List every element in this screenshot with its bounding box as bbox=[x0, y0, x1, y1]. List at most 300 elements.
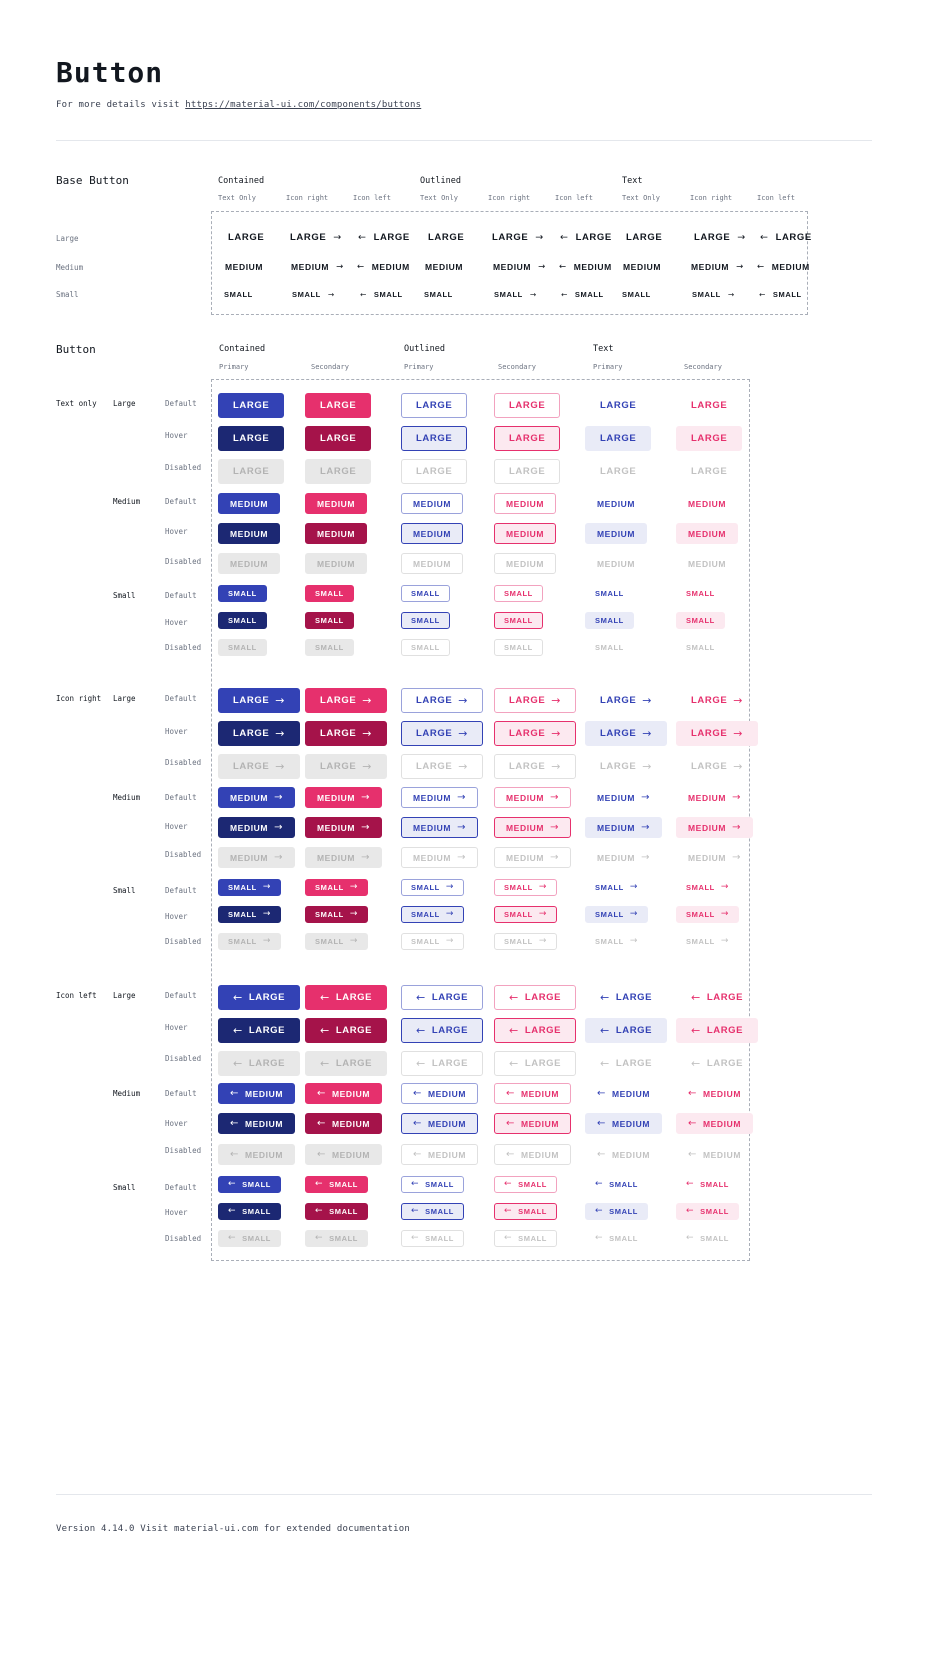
state-label-3: Disabled bbox=[165, 463, 202, 472]
docs-link[interactable]: https://material-ui.com/components/buttons bbox=[185, 100, 422, 110]
btn-ir-outlined-primary-small-hover[interactable] bbox=[401, 906, 464, 923]
btn-il-outlined-secondary-large-default[interactable] bbox=[494, 985, 576, 1010]
arrow-left-icon: ← bbox=[230, 1087, 239, 1099]
label: SMALL bbox=[692, 290, 721, 299]
btn-text-primary-small-disabled bbox=[585, 639, 634, 656]
btn-il-outlined-primary-large-default[interactable] bbox=[401, 985, 483, 1010]
btn-il-outlined-secondary-medium-disabled bbox=[494, 1144, 571, 1165]
btn-ir-contained-primary-medium-default[interactable] bbox=[218, 787, 295, 808]
btn-ir-contained-secondary-small-hover[interactable] bbox=[305, 906, 368, 923]
btn-il-contained-primary-small-hover[interactable] bbox=[218, 1203, 281, 1220]
base-text-large-iconleft[interactable] bbox=[760, 232, 812, 243]
arrow-right-icon: → bbox=[349, 882, 358, 892]
base-outlined-small-text[interactable] bbox=[424, 290, 453, 299]
label: SMALL bbox=[224, 290, 253, 299]
arrow-left-icon: ← bbox=[411, 1179, 420, 1189]
label: LARGE bbox=[615, 1025, 653, 1036]
arrow-left-icon: ← bbox=[320, 991, 330, 1004]
btn-text-primary-large-disabled bbox=[585, 459, 651, 484]
label: SMALL bbox=[425, 1207, 454, 1216]
label: SMALL bbox=[700, 1207, 729, 1216]
base-outlined-large-iconright[interactable] bbox=[492, 232, 544, 243]
base-outlined-medium-iconright[interactable] bbox=[493, 262, 546, 272]
btn-contained-secondary-large-default[interactable] bbox=[305, 393, 371, 418]
base-text-small-iconright[interactable] bbox=[692, 290, 735, 299]
btn-ir-contained-secondary-small-disabled bbox=[305, 933, 368, 950]
base-outlined-small-iconleft[interactable] bbox=[561, 290, 604, 299]
arrow-left-icon: ← bbox=[600, 1024, 610, 1037]
state-label-23: Hover bbox=[165, 1119, 188, 1128]
label: SMALL bbox=[315, 937, 344, 946]
arrow-right-icon: → bbox=[445, 909, 454, 919]
base-text-medium-text[interactable] bbox=[623, 262, 661, 272]
base-contained-medium-text[interactable] bbox=[225, 262, 263, 272]
btn-ir-text-primary-medium-default[interactable] bbox=[585, 787, 662, 808]
btn-il-text-primary-medium-hover[interactable] bbox=[585, 1113, 662, 1134]
arrow-right-icon: → bbox=[361, 821, 371, 833]
btn-il-outlined-secondary-large-hover[interactable] bbox=[494, 1018, 576, 1043]
arrow-right-icon: → bbox=[732, 821, 742, 833]
base-text-small-iconleft[interactable] bbox=[759, 290, 802, 299]
arrow-left-icon: ← bbox=[686, 1206, 695, 1216]
main-col-contained-secondary: Secondary bbox=[311, 363, 349, 371]
btn-ir-outlined-secondary-large-hover[interactable] bbox=[494, 721, 576, 746]
arrow-right-icon: → bbox=[629, 882, 638, 892]
base-outlined-large-text[interactable] bbox=[428, 232, 464, 243]
btn-text-primary-large-hover[interactable] bbox=[585, 426, 651, 451]
btn-text-secondary-medium-default[interactable] bbox=[676, 493, 738, 514]
base-group-outlined: Outlined bbox=[420, 176, 461, 186]
btn-il-contained-secondary-large-default[interactable] bbox=[305, 985, 387, 1010]
arrow-left-icon: ← bbox=[230, 1117, 239, 1129]
btn-text-primary-medium-hover[interactable] bbox=[585, 523, 647, 544]
arrow-left-icon: ← bbox=[233, 1024, 243, 1037]
page-title: Button bbox=[56, 56, 164, 89]
label: MEDIUM bbox=[520, 1118, 560, 1129]
btn-ir-text-primary-small-hover[interactable] bbox=[585, 906, 648, 923]
size-label-iconright-large: Large bbox=[113, 694, 136, 703]
btn-ir-contained-secondary-small-default[interactable] bbox=[305, 879, 368, 896]
btn-il-outlined-primary-small-hover[interactable] bbox=[401, 1203, 464, 1220]
btn-ir-text-primary-medium-disabled bbox=[585, 847, 662, 868]
btn-ir-text-secondary-small-disabled bbox=[676, 933, 739, 950]
btn-contained-secondary-large-hover[interactable] bbox=[305, 426, 371, 451]
btn-contained-secondary-medium-disabled bbox=[305, 553, 367, 574]
label: SMALL bbox=[595, 643, 624, 652]
state-label-17: Hover bbox=[165, 912, 188, 921]
btn-outlined-secondary-medium-default[interactable] bbox=[494, 493, 556, 514]
size-label-iconright-small: Small bbox=[113, 886, 136, 895]
btn-ir-text-secondary-large-default[interactable] bbox=[676, 688, 758, 713]
arrow-right-icon: → bbox=[732, 791, 742, 803]
btn-contained-primary-large-default[interactable] bbox=[218, 393, 284, 418]
arrow-right-icon: → bbox=[274, 851, 284, 863]
arrow-right-icon: → bbox=[538, 909, 547, 919]
label: LARGE bbox=[492, 232, 529, 243]
base-outlined-medium-text[interactable] bbox=[425, 262, 463, 272]
btn-ir-outlined-primary-small-default[interactable] bbox=[401, 879, 464, 896]
label: LARGE bbox=[706, 1025, 744, 1036]
btn-ir-outlined-secondary-medium-hover[interactable] bbox=[494, 817, 571, 838]
label: SMALL bbox=[373, 290, 403, 299]
label: LARGE bbox=[600, 728, 637, 739]
btn-il-outlined-primary-small-default[interactable] bbox=[401, 1176, 464, 1193]
label: MEDIUM bbox=[244, 1088, 284, 1099]
label: MEDIUM bbox=[597, 852, 636, 863]
base-group-contained: Contained bbox=[218, 176, 265, 186]
base-col-outlined-iconleft: Icon left bbox=[555, 194, 593, 202]
arrow-left-icon: ← bbox=[317, 1148, 326, 1160]
base-outlined-large-iconleft[interactable] bbox=[560, 232, 612, 243]
btn-ir-text-secondary-small-default[interactable] bbox=[676, 879, 739, 896]
btn-il-contained-secondary-large-hover[interactable] bbox=[305, 1018, 387, 1043]
btn-text-secondary-small-default[interactable] bbox=[676, 585, 725, 602]
label: LARGE bbox=[320, 695, 357, 706]
btn-text-secondary-medium-disabled bbox=[676, 553, 738, 574]
label: MEDIUM bbox=[317, 792, 356, 803]
btn-ir-outlined-secondary-large-default[interactable] bbox=[494, 688, 576, 713]
btn-ir-contained-primary-small-hover[interactable] bbox=[218, 906, 281, 923]
arrow-left-icon: ← bbox=[691, 991, 701, 1004]
btn-text-secondary-medium-hover[interactable] bbox=[676, 523, 738, 544]
label: MEDIUM bbox=[244, 1118, 284, 1129]
label: MEDIUM bbox=[506, 792, 545, 803]
label: SMALL bbox=[504, 616, 533, 625]
btn-il-contained-secondary-small-default[interactable] bbox=[305, 1176, 368, 1193]
btn-il-outlined-secondary-medium-hover[interactable] bbox=[494, 1113, 571, 1134]
state-label-20: Hover bbox=[165, 1023, 188, 1032]
label: LARGE bbox=[775, 232, 812, 243]
label: SMALL bbox=[574, 290, 604, 299]
btn-il-text-secondary-large-default[interactable] bbox=[676, 985, 758, 1010]
btn-il-text-secondary-large-hover[interactable] bbox=[676, 1018, 758, 1043]
arrow-left-icon: ← bbox=[320, 1024, 330, 1037]
btn-text-primary-small-hover[interactable] bbox=[585, 612, 634, 629]
btn-ir-text-primary-medium-hover[interactable] bbox=[585, 817, 662, 838]
arrow-left-icon: ← bbox=[228, 1179, 237, 1189]
size-label-iconleft-small: Small bbox=[113, 1183, 136, 1192]
btn-il-contained-secondary-medium-default[interactable] bbox=[305, 1083, 382, 1104]
label: SMALL bbox=[686, 910, 715, 919]
label: SMALL bbox=[411, 937, 440, 946]
base-contained-large-text[interactable] bbox=[228, 232, 264, 243]
label: MEDIUM bbox=[688, 792, 727, 803]
arrow-left-icon: ← bbox=[688, 1148, 697, 1160]
base-contained-medium-iconleft[interactable] bbox=[357, 262, 410, 272]
base-contained-large-iconright[interactable] bbox=[290, 232, 342, 243]
btn-outlined-secondary-medium-hover[interactable] bbox=[494, 523, 556, 544]
btn-il-contained-primary-large-default[interactable] bbox=[218, 985, 300, 1010]
base-outlined-small-iconright[interactable] bbox=[494, 290, 537, 299]
arrow-right-icon: → bbox=[457, 821, 467, 833]
label: SMALL bbox=[228, 589, 257, 598]
btn-ir-contained-primary-medium-hover[interactable] bbox=[218, 817, 295, 838]
state-label-15: Disabled bbox=[165, 850, 202, 859]
btn-il-outlined-secondary-small-default[interactable] bbox=[494, 1176, 557, 1193]
btn-text-primary-large-default[interactable] bbox=[585, 393, 651, 418]
btn-ir-contained-secondary-medium-hover[interactable] bbox=[305, 817, 382, 838]
arrow-right-icon: → bbox=[327, 290, 335, 299]
label: MEDIUM bbox=[413, 792, 452, 803]
label: MEDIUM bbox=[317, 558, 356, 569]
arrow-right-icon: → bbox=[736, 262, 744, 272]
arrow-left-icon: ← bbox=[504, 1179, 513, 1189]
btn-contained-secondary-small-default[interactable] bbox=[305, 585, 354, 602]
arrow-left-icon: ← bbox=[315, 1179, 324, 1189]
btn-ir-outlined-secondary-small-default[interactable] bbox=[494, 879, 557, 896]
btn-contained-primary-small-hover[interactable] bbox=[218, 612, 267, 629]
btn-outlined-primary-small-hover[interactable] bbox=[401, 612, 450, 629]
btn-text-secondary-small-disabled bbox=[676, 639, 725, 656]
label: MEDIUM bbox=[611, 1149, 651, 1160]
main-col-contained-primary: Primary bbox=[219, 363, 249, 371]
label: SMALL bbox=[424, 290, 453, 299]
label: LARGE bbox=[600, 695, 637, 706]
label: MEDIUM bbox=[371, 262, 410, 272]
label: SMALL bbox=[595, 589, 624, 598]
arrow-left-icon: ← bbox=[416, 1024, 426, 1037]
state-label-1: Default bbox=[165, 399, 197, 408]
btn-il-outlined-primary-large-hover[interactable] bbox=[401, 1018, 483, 1043]
btn-contained-primary-small-default[interactable] bbox=[218, 585, 267, 602]
btn-ir-text-secondary-medium-hover[interactable] bbox=[676, 817, 753, 838]
arrow-left-icon: ← bbox=[411, 1206, 420, 1216]
btn-il-contained-primary-small-default[interactable] bbox=[218, 1176, 281, 1193]
arrow-left-icon: ← bbox=[413, 1117, 422, 1129]
btn-il-outlined-primary-large-disabled bbox=[401, 1051, 483, 1076]
label: MEDIUM bbox=[688, 852, 727, 863]
btn-il-text-primary-small-disabled bbox=[585, 1230, 648, 1247]
btn-ir-outlined-primary-large-hover[interactable] bbox=[401, 721, 483, 746]
label: SMALL bbox=[411, 910, 440, 919]
btn-outlined-primary-large-hover[interactable] bbox=[401, 426, 467, 451]
btn-il-text-primary-medium-default[interactable] bbox=[585, 1083, 662, 1104]
arrow-left-icon: ← bbox=[504, 1206, 513, 1216]
btn-ir-contained-primary-small-disabled bbox=[218, 933, 281, 950]
base-text-large-iconright[interactable] bbox=[694, 232, 746, 243]
base-text-small-text[interactable] bbox=[622, 290, 651, 299]
btn-text-secondary-small-hover[interactable] bbox=[676, 612, 725, 629]
btn-il-contained-secondary-small-disabled bbox=[305, 1230, 368, 1247]
btn-text-secondary-large-default[interactable] bbox=[676, 393, 742, 418]
btn-il-contained-primary-large-hover[interactable] bbox=[218, 1018, 300, 1043]
btn-ir-text-secondary-medium-default[interactable] bbox=[676, 787, 753, 808]
state-label-14: Hover bbox=[165, 822, 188, 831]
btn-il-contained-primary-medium-hover[interactable] bbox=[218, 1113, 295, 1134]
btn-il-text-primary-large-hover[interactable] bbox=[585, 1018, 667, 1043]
main-col-outlined-secondary: Secondary bbox=[498, 363, 536, 371]
btn-il-contained-secondary-medium-hover[interactable] bbox=[305, 1113, 382, 1134]
base-text-large-text[interactable] bbox=[626, 232, 662, 243]
btn-outlined-secondary-large-disabled bbox=[494, 459, 560, 484]
label: LARGE bbox=[626, 232, 663, 243]
base-contained-large-iconleft[interactable] bbox=[358, 232, 410, 243]
base-contained-small-iconleft[interactable] bbox=[360, 290, 403, 299]
arrow-right-icon: → bbox=[641, 851, 651, 863]
btn-ir-contained-primary-large-hover[interactable] bbox=[218, 721, 300, 746]
base-text-medium-iconleft[interactable] bbox=[757, 262, 810, 272]
arrow-left-icon: ← bbox=[561, 290, 568, 299]
arrow-right-icon: → bbox=[733, 727, 744, 740]
arrow-right-icon: → bbox=[733, 694, 744, 707]
arrow-left-icon: ← bbox=[506, 1087, 515, 1099]
btn-il-text-primary-small-hover[interactable] bbox=[585, 1203, 648, 1220]
page-subtitle bbox=[56, 100, 421, 110]
btn-contained-secondary-medium-default[interactable] bbox=[305, 493, 367, 514]
arrow-right-icon: → bbox=[262, 909, 271, 919]
label: MEDIUM bbox=[611, 1088, 651, 1099]
label: MEDIUM bbox=[691, 262, 730, 272]
btn-ir-contained-secondary-medium-default[interactable] bbox=[305, 787, 382, 808]
btn-outlined-secondary-small-disabled bbox=[494, 639, 543, 656]
btn-text-secondary-large-hover[interactable] bbox=[676, 426, 742, 451]
state-label-24: Disabled bbox=[165, 1146, 202, 1155]
btn-il-contained-secondary-medium-disabled bbox=[305, 1144, 382, 1165]
btn-il-outlined-primary-medium-hover[interactable] bbox=[401, 1113, 478, 1134]
btn-il-text-primary-small-default[interactable] bbox=[585, 1176, 648, 1193]
btn-il-outlined-secondary-small-hover[interactable] bbox=[494, 1203, 557, 1220]
btn-outlined-primary-large-default[interactable] bbox=[401, 393, 467, 418]
size-label-iconleft-large: Large bbox=[113, 991, 136, 1000]
state-label-9: Disabled bbox=[165, 643, 202, 652]
label: MEDIUM bbox=[413, 528, 452, 539]
label: SMALL bbox=[411, 643, 440, 652]
label: MEDIUM bbox=[702, 1149, 742, 1160]
base-row-small: Small bbox=[56, 290, 79, 299]
arrow-left-icon: ← bbox=[560, 232, 569, 243]
btn-outlined-primary-small-default[interactable] bbox=[401, 585, 450, 602]
label: MEDIUM bbox=[688, 498, 727, 509]
base-contained-small-text[interactable] bbox=[224, 290, 253, 299]
arrow-left-icon: ← bbox=[416, 991, 426, 1004]
btn-ir-contained-secondary-large-hover[interactable] bbox=[305, 721, 387, 746]
arrow-right-icon: → bbox=[275, 727, 286, 740]
base-text-medium-iconright[interactable] bbox=[691, 262, 744, 272]
label: SMALL bbox=[504, 589, 533, 598]
label: SMALL bbox=[595, 883, 624, 892]
btn-ir-text-secondary-large-hover[interactable] bbox=[676, 721, 758, 746]
arrow-right-icon: → bbox=[457, 791, 467, 803]
btn-ir-text-primary-large-default[interactable] bbox=[585, 688, 667, 713]
label: LARGE bbox=[691, 761, 728, 772]
btn-il-text-secondary-large-disabled bbox=[676, 1051, 758, 1076]
btn-contained-primary-medium-hover[interactable] bbox=[218, 523, 280, 544]
label: SMALL bbox=[686, 616, 715, 625]
arrow-right-icon: → bbox=[550, 821, 560, 833]
size-label-textonly-large: Large bbox=[113, 399, 136, 408]
label: SMALL bbox=[686, 937, 715, 946]
btn-il-outlined-secondary-medium-default[interactable] bbox=[494, 1083, 571, 1104]
btn-il-outlined-primary-medium-default[interactable] bbox=[401, 1083, 478, 1104]
arrow-right-icon: → bbox=[538, 262, 546, 272]
btn-ir-contained-primary-large-default[interactable] bbox=[218, 688, 300, 713]
btn-outlined-secondary-large-default[interactable] bbox=[494, 393, 560, 418]
label: SMALL bbox=[329, 1180, 358, 1189]
btn-contained-secondary-small-hover[interactable] bbox=[305, 612, 354, 629]
label: MEDIUM bbox=[506, 558, 545, 569]
state-label-13: Default bbox=[165, 793, 197, 802]
btn-il-text-secondary-medium-hover[interactable] bbox=[676, 1113, 753, 1134]
btn-il-outlined-secondary-small-disabled bbox=[494, 1230, 557, 1247]
arrow-left-icon: ← bbox=[413, 1148, 422, 1160]
arrow-right-icon: → bbox=[629, 909, 638, 919]
btn-ir-text-primary-large-hover[interactable] bbox=[585, 721, 667, 746]
base-outlined-medium-iconleft[interactable] bbox=[559, 262, 612, 272]
btn-ir-text-primary-large-disabled bbox=[585, 754, 667, 779]
btn-outlined-primary-medium-default[interactable] bbox=[401, 493, 463, 514]
btn-outlined-secondary-large-hover[interactable] bbox=[494, 426, 560, 451]
label: SMALL bbox=[425, 1234, 454, 1243]
btn-contained-primary-medium-default[interactable] bbox=[218, 493, 280, 514]
label: MEDIUM bbox=[291, 262, 330, 272]
btn-text-primary-small-default[interactable] bbox=[585, 585, 634, 602]
section-title-base-button: Base Button bbox=[56, 174, 129, 187]
arrow-right-icon: → bbox=[333, 232, 342, 243]
arrow-right-icon: → bbox=[641, 791, 651, 803]
btn-ir-contained-primary-small-default[interactable] bbox=[218, 879, 281, 896]
btn-ir-text-secondary-small-hover[interactable] bbox=[676, 906, 739, 923]
btn-outlined-secondary-small-hover[interactable] bbox=[494, 612, 543, 629]
btn-il-contained-secondary-small-hover[interactable] bbox=[305, 1203, 368, 1220]
btn-il-text-secondary-small-hover[interactable] bbox=[676, 1203, 739, 1220]
base-col-text-iconleft: Icon left bbox=[757, 194, 795, 202]
arrow-right-icon: → bbox=[641, 821, 651, 833]
btn-outlined-secondary-small-default[interactable] bbox=[494, 585, 543, 602]
base-contained-small-iconright[interactable] bbox=[292, 290, 335, 299]
btn-ir-outlined-primary-medium-default[interactable] bbox=[401, 787, 478, 808]
label: SMALL bbox=[425, 1180, 454, 1189]
btn-il-contained-primary-medium-default[interactable] bbox=[218, 1083, 295, 1104]
state-label-11: Hover bbox=[165, 727, 188, 736]
arrow-right-icon: → bbox=[262, 882, 271, 892]
btn-il-outlined-secondary-large-disabled bbox=[494, 1051, 576, 1076]
btn-il-text-primary-large-default[interactable] bbox=[585, 985, 667, 1010]
btn-ir-contained-secondary-large-default[interactable] bbox=[305, 688, 387, 713]
btn-contained-primary-large-hover[interactable] bbox=[218, 426, 284, 451]
btn-ir-text-primary-small-default[interactable] bbox=[585, 879, 648, 896]
subtitle-prefix: For more details visit bbox=[56, 100, 186, 110]
btn-il-text-secondary-small-default[interactable] bbox=[676, 1176, 739, 1193]
btn-ir-contained-primary-large-disabled bbox=[218, 754, 300, 779]
label: SMALL bbox=[504, 643, 533, 652]
btn-contained-secondary-medium-hover[interactable] bbox=[305, 523, 367, 544]
label: MEDIUM bbox=[597, 528, 636, 539]
label: MEDIUM bbox=[244, 1149, 284, 1160]
arrow-right-icon: → bbox=[445, 882, 454, 892]
label: LARGE bbox=[320, 433, 357, 444]
btn-ir-outlined-primary-large-default[interactable] bbox=[401, 688, 483, 713]
label: LARGE bbox=[509, 761, 546, 772]
label: LARGE bbox=[416, 466, 453, 477]
label: MEDIUM bbox=[597, 822, 636, 833]
btn-il-text-secondary-medium-default[interactable] bbox=[676, 1083, 753, 1104]
btn-ir-outlined-secondary-small-hover[interactable] bbox=[494, 906, 557, 923]
label: LARGE bbox=[233, 761, 270, 772]
btn-outlined-primary-medium-hover[interactable] bbox=[401, 523, 463, 544]
label: MEDIUM bbox=[331, 1149, 371, 1160]
arrow-left-icon: ← bbox=[506, 1148, 515, 1160]
base-contained-medium-iconright[interactable] bbox=[291, 262, 344, 272]
main-col-outlined-primary: Primary bbox=[404, 363, 434, 371]
arrow-left-icon: ← bbox=[595, 1206, 604, 1216]
btn-ir-contained-secondary-large-disabled bbox=[305, 754, 387, 779]
btn-ir-outlined-secondary-medium-default[interactable] bbox=[494, 787, 571, 808]
state-label-4: Default bbox=[165, 497, 197, 506]
arrow-left-icon: ← bbox=[413, 1087, 422, 1099]
btn-text-primary-medium-disabled bbox=[585, 553, 647, 574]
btn-text-primary-medium-default[interactable] bbox=[585, 493, 647, 514]
btn-ir-outlined-primary-medium-hover[interactable] bbox=[401, 817, 478, 838]
